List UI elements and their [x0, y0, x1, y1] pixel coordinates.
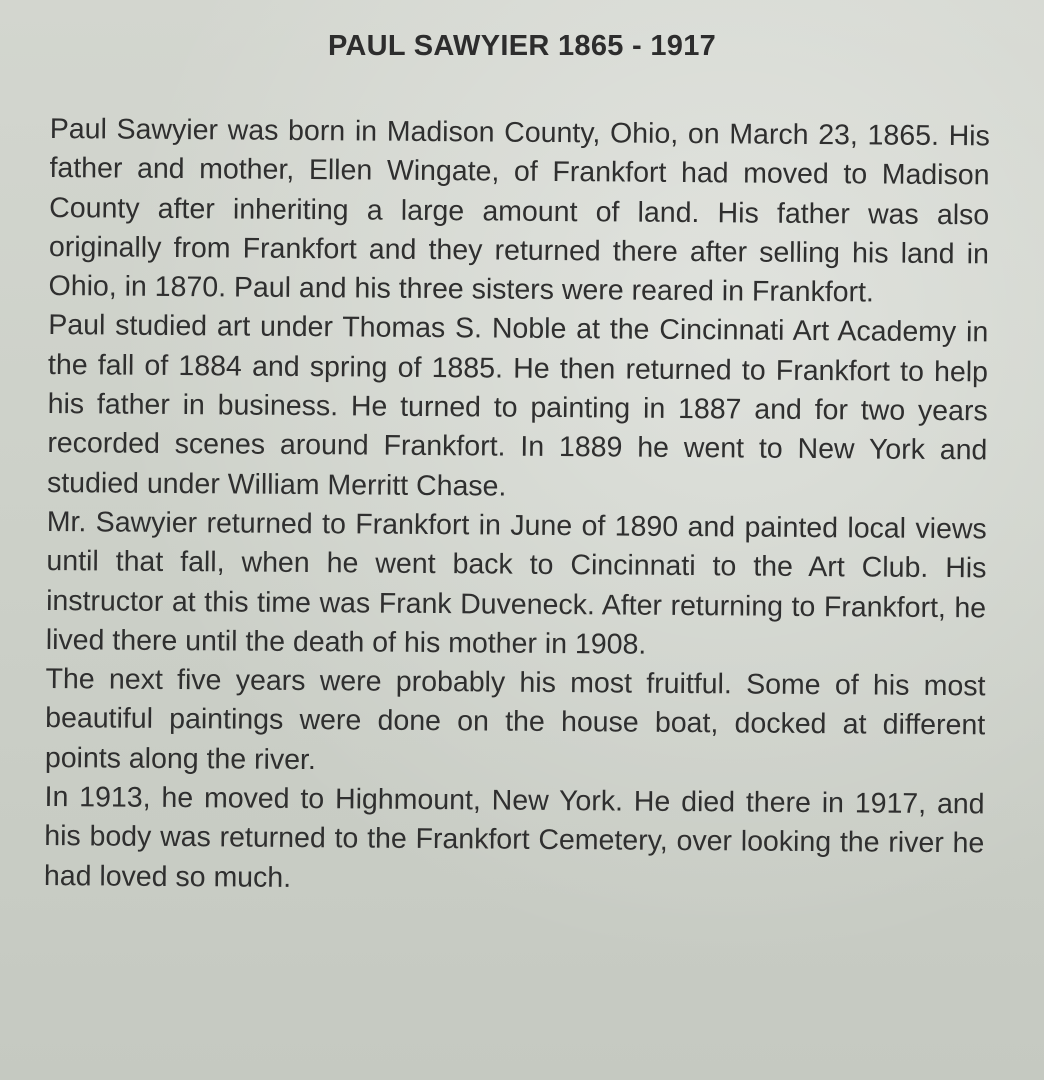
- page-title: PAUL SAWYIER 1865 - 1917: [327, 30, 717, 62]
- paragraph-birth: Paul Sawyier was born in Madison County, Ohio, on March 23, 1865. His father and mother, Ellen Wingate, of Frankfort had moved to Madison County after inheriting a large amount of land. His father was also originally from Frankfort and they returned there after selling his land in Ohio, in 1870. Paul and his three sisters were reared in Frankfort.: [48, 112, 990, 309]
- paragraph-education: Paul studied art under Thomas S. Noble at the Cincinnati Art Academy in the fall of 1884 and spring of 1885. He then returned to Frankfort to help his father in business. He turned to painting in 1887 and for two years recorded scenes around Frankfort. In 1889 he went to New York and studied under William Merritt Chase.: [46, 309, 989, 503]
- paragraph-return: Mr. Sawyier returned to Frankfort in June of 1890 and painted local views until that fall, when he went back to Cincinnati to the Art Club. His instructor at this time was Frank Duveneck. After returning to Frankfort, he lived there until the death of his mother in 1908.: [45, 505, 987, 661]
- paragraph-death: In 1913, he moved to Highmount, New York. He died there in 1917, and his body was returned to the Frankfort Cemetery, over looking the river he had loved so much.: [43, 781, 985, 894]
- paragraph-fruitful-years: The next five years were probably his most fruitful. Some of his most beautiful paintings were done on the house boat, docked at different points along the river.: [44, 663, 986, 776]
- biography-text: [44, 110, 990, 903]
